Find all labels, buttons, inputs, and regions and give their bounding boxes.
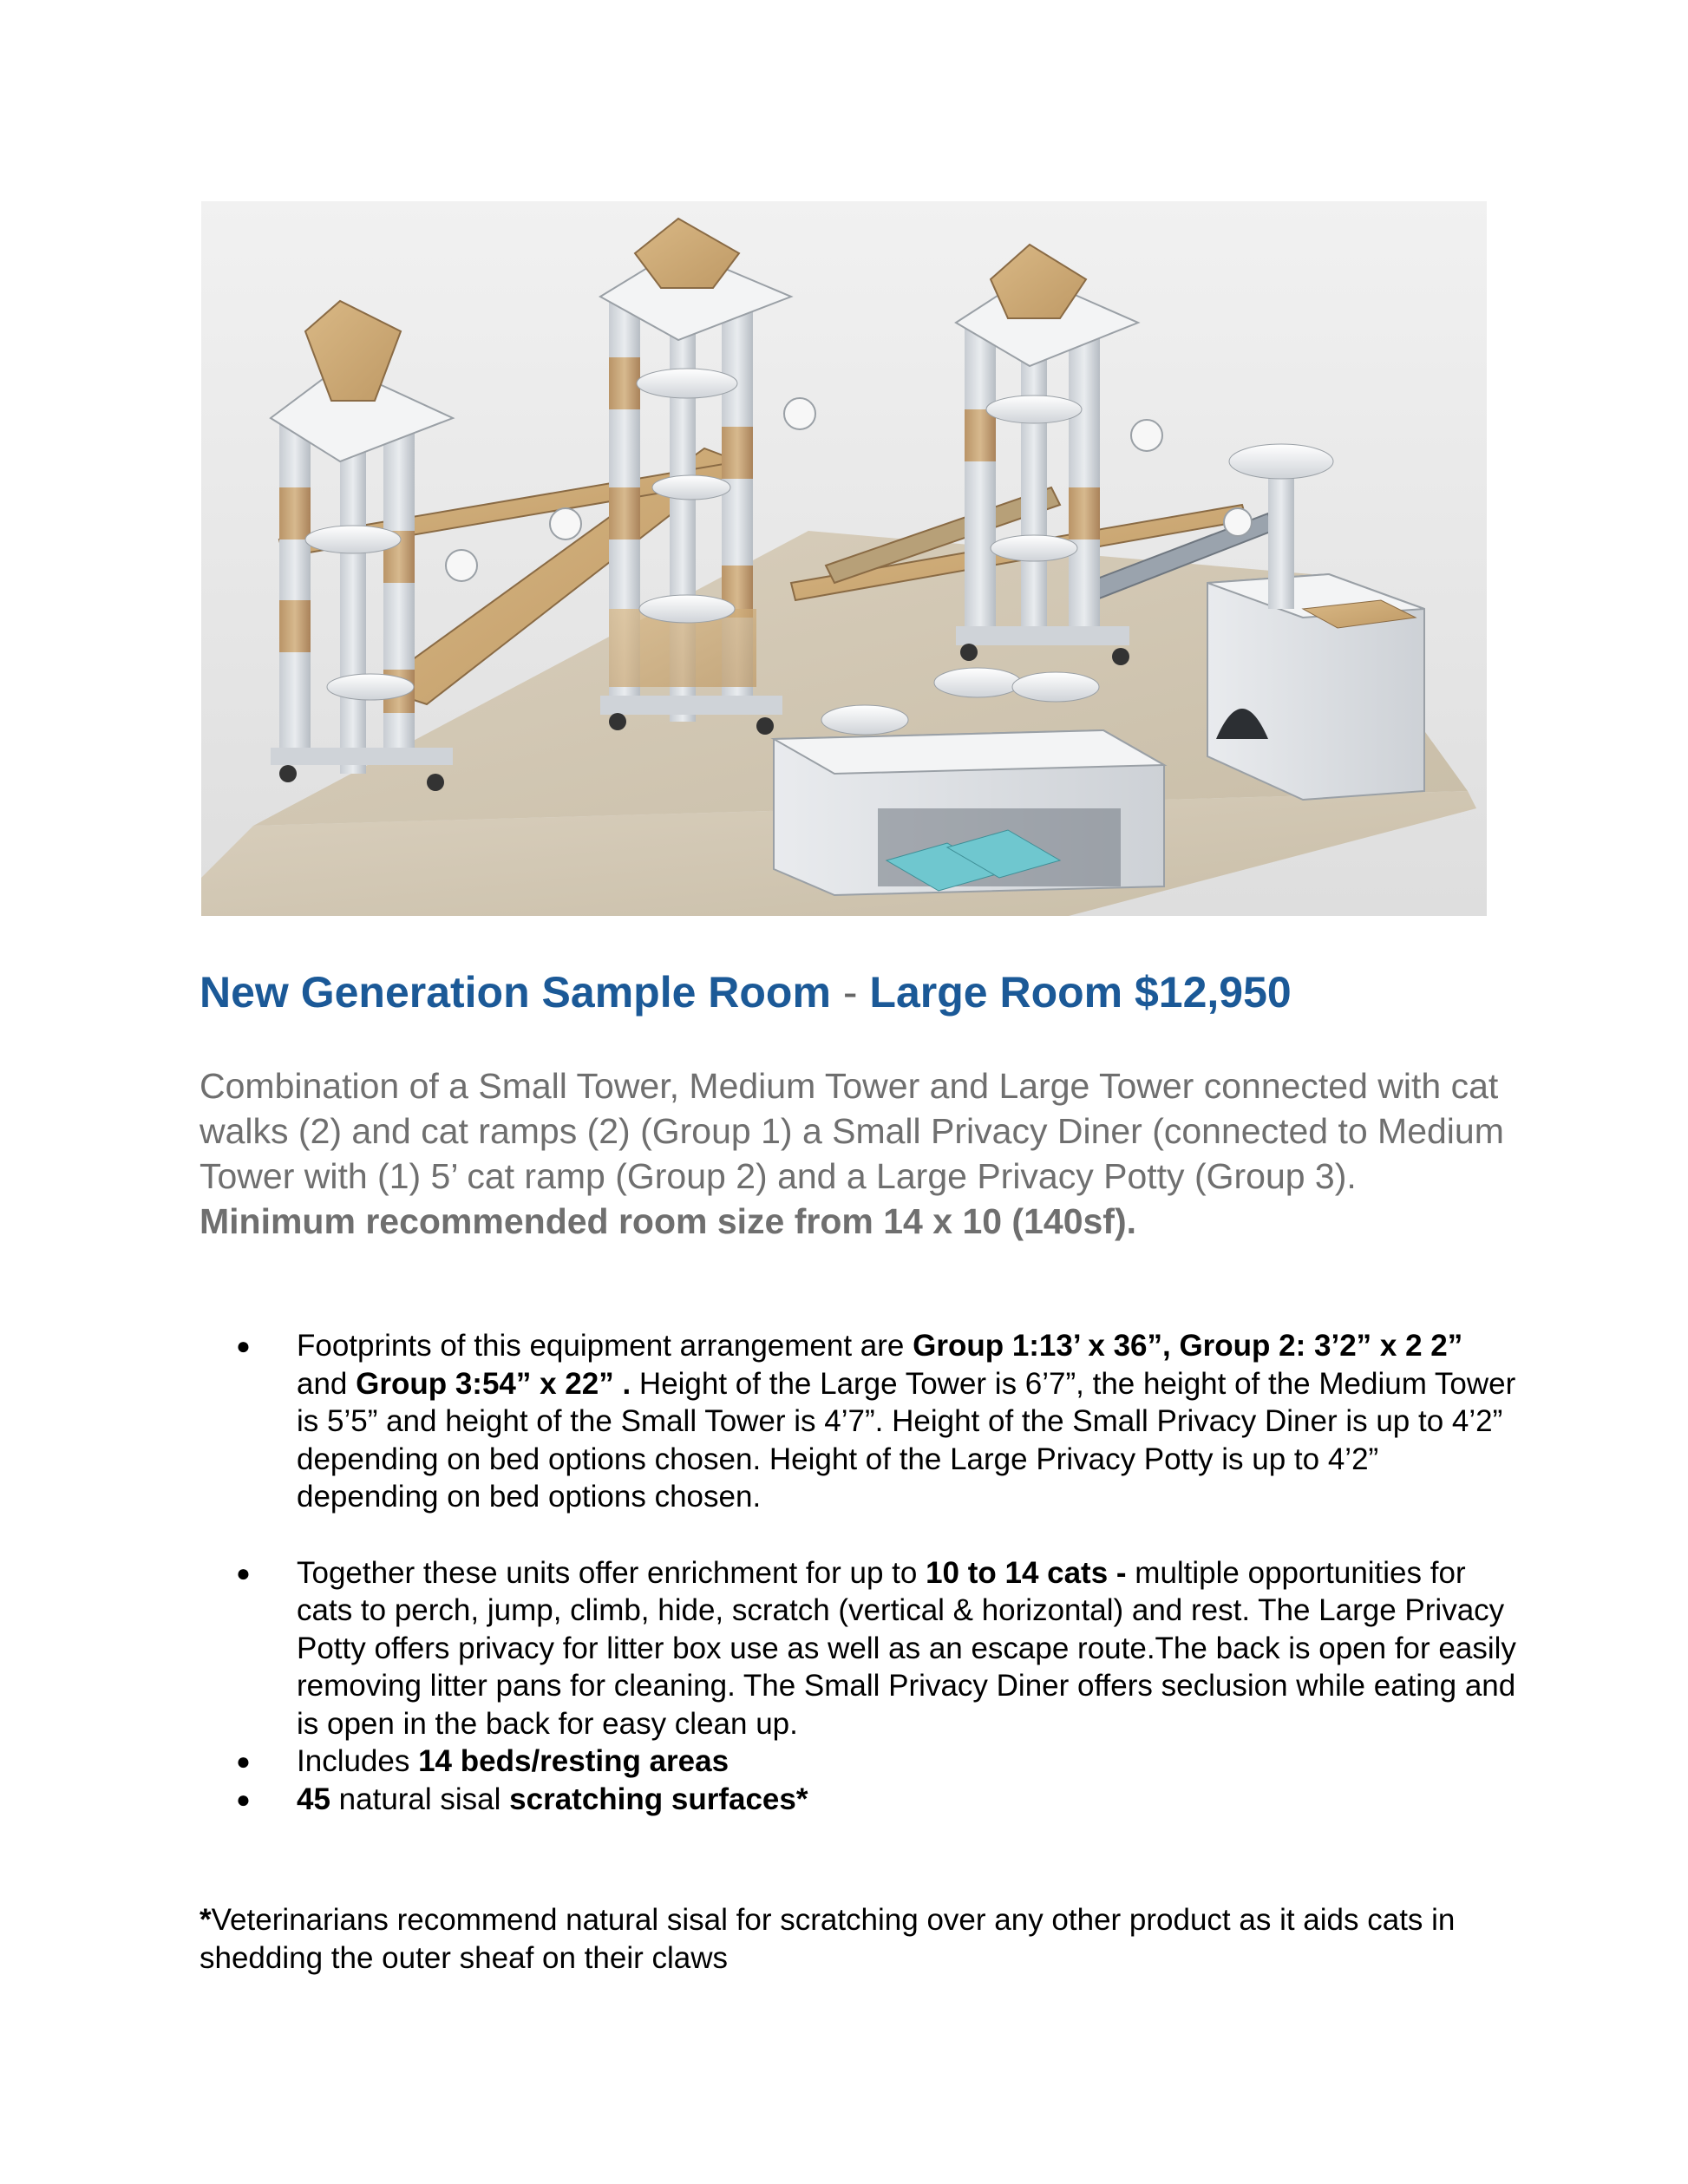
list-bold: scratching surfaces* xyxy=(509,1782,808,1816)
feature-list xyxy=(200,1327,1518,1818)
intro-text: Combination of a Small Tower, Medium Tower and Large Tower connected with cat walks (2) and cat ramps (2) (Group 1) a Small Privacy Diner (connected to Medium Tower with (1) 5’ cat ramp (Group 2) and a Large Privacy Potty (Group 3). xyxy=(200,1066,1504,1196)
list-bold: Group 1:13’ x 36”, Group 2: 3’2” x 2 2” xyxy=(913,1329,1463,1363)
bullet-icon: ● xyxy=(236,1559,251,1586)
intro-paragraph xyxy=(200,1063,1518,1244)
hero-image xyxy=(201,201,1487,916)
list-text: multiple opportunities for cats to perch, jump, climb, hide, scratch (vertical & horizontal) and rest. The Large Privacy Potty offers privacy for litter box use as well as an escape route.The back is open for easily removing litter pans for cleaning. The Small Privacy Diner offers seclusion while eating and is open in the back for easy clean up. xyxy=(297,1555,1516,1741)
list-text: Height of the Large Tower is 6’7”, the height of the Medium Tower is 5’5” and height of the Small Tower is 4’7”. Height of the Small Privacy Diner is up to 4’2” depending on bed options chosen. Height of the Large Privacy Potty is up to 4’2” depending on bed options chosen. xyxy=(297,1366,1516,1514)
title-price: Large Room $12,950 xyxy=(869,968,1292,1017)
list-text: Together these units offer enrichment for up to xyxy=(297,1555,926,1590)
list-bold: Group 3:54” x 22” . xyxy=(356,1366,631,1401)
bullet-icon: ● xyxy=(236,1748,251,1775)
list-item-footprints xyxy=(200,1327,1518,1516)
page-title xyxy=(200,964,1518,1020)
footnote-star: * xyxy=(200,1903,212,1937)
intro-room-size: Minimum recommended room size from 14 x 10 (140sf). xyxy=(200,1201,1136,1241)
list-bold: 10 to 14 cats - xyxy=(926,1555,1127,1590)
footnote-text: Veterinarians recommend natural sisal for scratching over any other product as it aids cats in shedding the outer sheaf on their claws xyxy=(200,1903,1456,1975)
list-text: Footprints of this equipment arrangement are xyxy=(297,1329,913,1363)
list-text: natural sisal xyxy=(330,1782,510,1816)
bullet-icon: ● xyxy=(236,1785,251,1813)
title-main: New Generation Sample Room xyxy=(200,968,831,1017)
list-bold: 14 beds/resting areas xyxy=(418,1744,730,1778)
bullet-icon: ● xyxy=(236,1332,251,1359)
title-separator: - xyxy=(842,968,858,1017)
list-text: Includes xyxy=(297,1744,419,1778)
list-item-beds xyxy=(200,1743,1518,1781)
sample-room-render xyxy=(201,201,1487,916)
footnote xyxy=(200,1901,1518,1977)
list-bold: 45 xyxy=(297,1782,330,1816)
list-item-scratching xyxy=(200,1781,1518,1819)
list-item-enrichment xyxy=(200,1554,1518,1743)
list-text: and xyxy=(297,1366,357,1401)
